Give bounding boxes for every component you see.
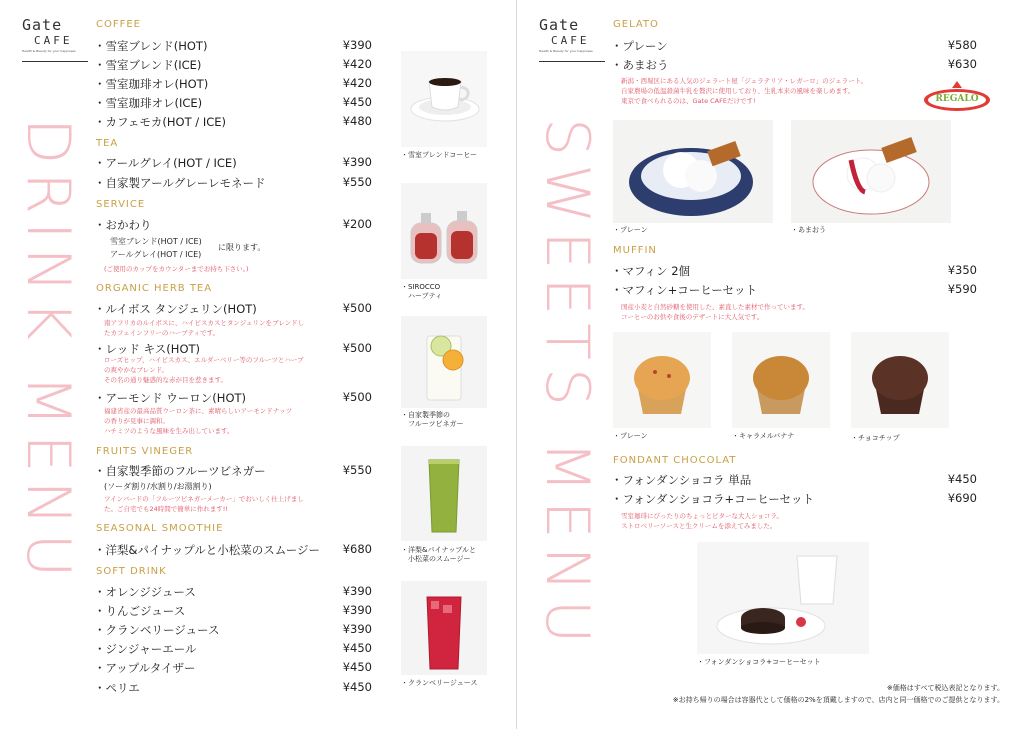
section-title-muffin: MUFFIN xyxy=(613,245,657,256)
photo-caption: ・キャラメルバナナ xyxy=(732,432,795,440)
photo-caption: 小松菜のスムージー xyxy=(408,555,471,563)
gate-cafe-logo: Gate CAFE Health & Beauty for your happiness xyxy=(539,16,609,66)
photo-caption: ・フォンダンショコラ+コーヒーセット xyxy=(697,658,821,666)
menu-item: ・ペリエ xyxy=(94,681,140,695)
section-title-smoothie: SEASONAL SMOOTHIE xyxy=(96,523,224,534)
item-note: 新潟・西堀区にある人気のジェラート屋「ジェラテリア・レガーロ」のジェラート。 xyxy=(621,77,868,85)
menu-item: ・マフィン 2個 xyxy=(611,264,691,278)
menu-price: ¥350 xyxy=(947,263,977,277)
regalo-badge-text: REGALO xyxy=(935,94,979,104)
menu-item: ・プレーン xyxy=(611,39,668,53)
menu-item: ・クランベリージュース xyxy=(94,623,220,637)
menu-item: ・フォンダンショコラ+コーヒーセット xyxy=(611,492,815,506)
section-title-herb-tea: ORGANIC HERB TEA xyxy=(96,283,213,294)
section-title-tea: TEA xyxy=(96,138,119,149)
service-sub-2: アールグレイ(HOT / ICE) xyxy=(110,250,202,259)
photo-caption: ハーブティ xyxy=(408,292,443,300)
menu-price: ¥420 xyxy=(342,57,372,71)
menu-price: ¥500 xyxy=(342,301,372,315)
item-note: ツインバードの「フルーツビネガーメーカー」でおいしく仕上げまし xyxy=(104,495,304,503)
menu-price: ¥630 xyxy=(947,57,977,71)
item-note: 自家農場の低温殺菌牛乳を贅沢に使用しており、生乳本来の風味を楽しめます。 xyxy=(621,87,855,95)
takeout-footnote: ※お持ち帰りの場合は容器代として価格の2%を頂戴しますので、店内と同一価格でのご提供となります。 xyxy=(672,696,1004,704)
menu-price: ¥200 xyxy=(342,217,372,231)
menu-price: ¥390 xyxy=(342,584,372,598)
item-note: ローズヒップ、ハイビスカス、エルダーベリー等のフルーツとハーブ xyxy=(104,356,304,364)
menu-price: ¥480 xyxy=(342,114,372,128)
muffin-choco-chip-photo xyxy=(851,332,949,428)
item-note: 国産小麦と自然砂糖を使用した、素直した素材で作っています。 xyxy=(621,303,809,311)
menu-price: ¥500 xyxy=(342,390,372,404)
photo-caption: ・自家製季節の xyxy=(401,411,450,419)
menu-item: ・アーモンド ウーロン(HOT) xyxy=(94,391,247,405)
photo-caption: ・プレーン xyxy=(613,226,648,234)
section-title-coffee: COFFEE xyxy=(96,19,141,30)
service-sub-1: 雪室ブレンド(HOT / ICE) xyxy=(110,237,202,246)
menu-price: ¥690 xyxy=(947,491,977,505)
cranberry-juice-photo xyxy=(401,581,487,675)
menu-price: ¥500 xyxy=(342,341,372,355)
menu-price: ¥450 xyxy=(342,95,372,109)
menu-item: ・おかわり xyxy=(94,218,152,232)
coffee-cup-photo xyxy=(401,51,487,147)
menu-item: ・フォンダンショコラ 単品 xyxy=(611,473,752,487)
menu-price: ¥680 xyxy=(342,542,372,556)
menu-price: ¥450 xyxy=(342,660,372,674)
menu-item: ・アップルタイザー xyxy=(94,661,196,675)
menu-item: ・マフィン+コーヒーセット xyxy=(611,283,758,297)
menu-item: ・オレンジジュース xyxy=(94,585,196,599)
item-note: 雪室珈琲にぴったりのちょっとビターな大人ショコラ。 xyxy=(621,512,783,520)
menu-item: ・自家製アールグレーレモネード xyxy=(94,176,266,190)
section-title-gelato: GELATO xyxy=(613,19,659,30)
item-note: その名の通り魅惑的な赤が目を惹きます。 xyxy=(104,376,227,384)
menu-price: ¥390 xyxy=(342,622,372,636)
menu-price: ¥420 xyxy=(342,76,372,90)
menu-item: ・雪室珈琲オレ(ICE) xyxy=(94,96,203,110)
service-note: (ご使用のカップをカウンターまでお持ち下さい。) xyxy=(104,265,249,273)
fondant-coffee-set-photo xyxy=(697,542,869,654)
menu-price: ¥390 xyxy=(342,38,372,52)
item-note: 東京で食べられるのは、Gate CAFEだけです! xyxy=(621,97,756,105)
item-note: た。ご自宅でも24時間で簡単に作れます!! xyxy=(104,505,228,513)
item-note: の爽やかなブレンド。 xyxy=(104,366,168,374)
menu-item: ・雪室ブレンド(ICE) xyxy=(94,58,202,72)
menu-item: ・カフェモカ(HOT / ICE) xyxy=(94,115,226,129)
smoothie-photo xyxy=(401,446,487,541)
gelato-amaou-photo xyxy=(791,120,951,223)
menu-item: ・ジンジャーエール xyxy=(94,642,197,656)
menu-item: ・アールグレイ(HOT / ICE) xyxy=(94,156,237,170)
regalo-logo xyxy=(922,80,992,112)
section-title-soft-drink: SOFT DRINK xyxy=(96,566,167,577)
gate-cafe-logo: Gate CAFE Health & Beauty for your happiness xyxy=(22,16,92,66)
photo-caption: ・チョコチップ xyxy=(851,434,900,442)
section-title-fruits-vinegar: FRUITS VINEGER xyxy=(96,446,194,457)
item-note: ストロベリーソースと生クリームを添えてみました。 xyxy=(621,522,777,530)
menu-price: ¥390 xyxy=(342,155,372,169)
menu-price: ¥450 xyxy=(342,641,372,655)
photo-caption: ・クランベリージュース xyxy=(401,679,478,687)
menu-price: ¥550 xyxy=(342,463,372,477)
menu-item: ・自家製季節のフルーツビネガー xyxy=(94,464,266,478)
sweets-menu-page xyxy=(516,0,1032,729)
gelato-plain-photo xyxy=(613,120,773,223)
menu-price: ¥590 xyxy=(947,282,977,296)
menu-item: ・洋梨&パイナップルと小松菜のスムージー xyxy=(94,543,320,557)
photo-caption: ・あまおう xyxy=(791,226,826,234)
menu-price: ¥550 xyxy=(342,175,372,189)
item-note: 南アフリカのルイボスに、ハイビスカスとタンジェリンをブレンドし xyxy=(104,319,305,327)
section-title-fondant-chocolat: FONDANT CHOCOLAT xyxy=(613,455,737,466)
photo-caption: ・SIROCCO xyxy=(401,283,441,291)
menu-item: ・りんごジュース xyxy=(94,604,186,618)
menu-price: ¥580 xyxy=(947,38,977,52)
section-title-service: SERVICE xyxy=(96,199,146,210)
photo-caption: ・洋梨&パイナップルと xyxy=(401,546,477,554)
muffin-plain-photo xyxy=(613,332,711,428)
item-note: コーヒーのお供や食後のデザートに大人気です。 xyxy=(621,313,764,321)
photo-caption: フルーツビネガー xyxy=(408,420,464,428)
menu-item: ・レッド キス(HOT) xyxy=(94,342,201,356)
sweets-menu-vertical-title: SWEETS MENU xyxy=(532,118,602,652)
item-note: ハチミツのような風味を生み出しています。 xyxy=(104,427,234,435)
menu-item: ・雪室ブレンド(HOT) xyxy=(94,39,208,53)
service-sub-suffix: に限ります。 xyxy=(218,243,266,252)
menu-price: ¥450 xyxy=(947,472,977,486)
item-note: の香りが見事に調和。 xyxy=(104,417,169,425)
menu-item: ・雪室珈琲オレ(HOT) xyxy=(94,77,209,91)
item-note: 福建省産の最高品質ウーロン茶に、素晴らしいアーモンドナッツ xyxy=(104,407,293,415)
drink-menu-vertical-title: DRINK MENU xyxy=(13,118,83,586)
vinegar-options: (ソーダ割り/水割り/お湯割り) xyxy=(104,482,212,491)
photo-caption: ・雪室ブレンドコーヒー xyxy=(401,151,477,159)
herb-tea-photo xyxy=(401,183,487,279)
fruit-vinegar-photo xyxy=(401,316,487,408)
item-note: たカフェインフリーのハーブティです。 xyxy=(104,329,220,337)
photo-caption: ・プレーン xyxy=(613,432,648,440)
menu-item: ・あまおう xyxy=(611,58,669,72)
muffin-caramel-banana-photo xyxy=(732,332,830,428)
tax-footnote: ※価格はすべて税込表記となります。 xyxy=(886,684,1004,692)
menu-item: ・ルイボス タンジェリン(HOT) xyxy=(94,302,257,316)
menu-price: ¥450 xyxy=(342,680,372,694)
menu-price: ¥390 xyxy=(342,603,372,617)
